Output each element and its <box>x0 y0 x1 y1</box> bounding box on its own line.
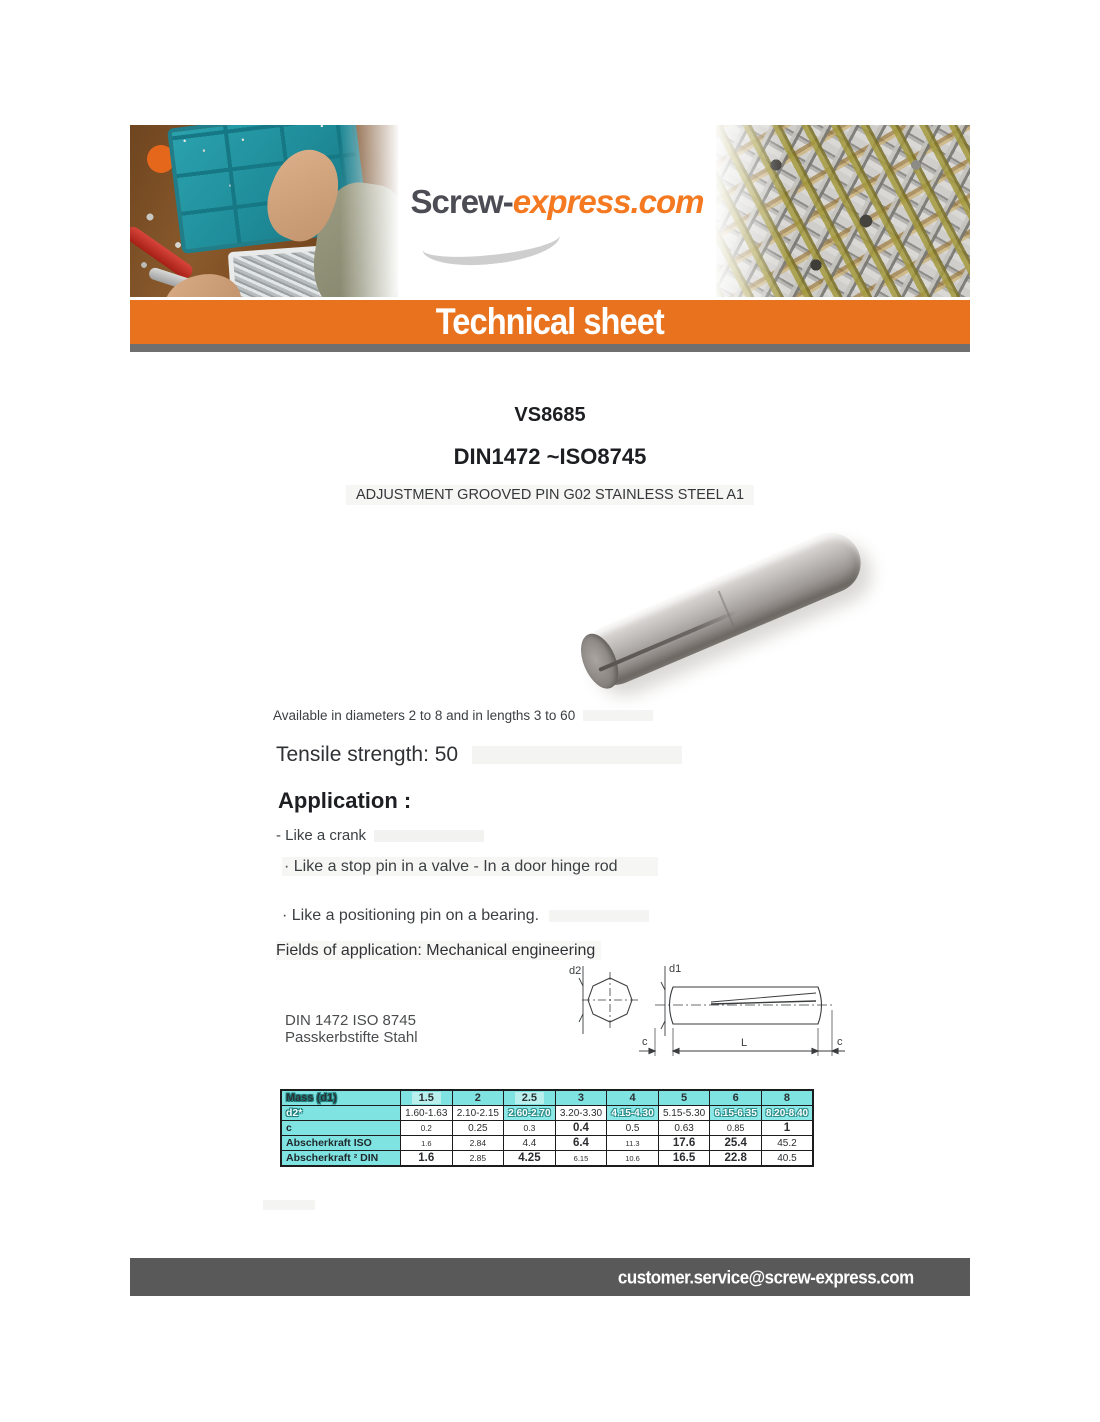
spec-table-col-header <box>504 1090 556 1106</box>
logo-text-screw: Screw- <box>410 183 513 220</box>
drawing-caption <box>285 1012 418 1046</box>
spec-cell: 8.20-8.40 <box>761 1106 813 1121</box>
tensile-strength: Tensile strength: 50 <box>276 743 682 767</box>
spec-cell: 1.60-1.63 <box>401 1106 453 1121</box>
logo-area <box>398 125 716 297</box>
spec-cell: 6.4 <box>555 1136 607 1151</box>
technical-drawing <box>535 952 845 1070</box>
spec-row-label: Abscherkraft ISO <box>281 1136 401 1151</box>
logo-text-express: express.com <box>512 183 704 220</box>
spec-cell: 0.63 <box>658 1121 710 1136</box>
photo-fade-overlay <box>340 125 398 297</box>
spec-row-label: Abscherkraft ² DIN <box>281 1151 401 1167</box>
spec-table-col-header: 5 <box>658 1090 710 1106</box>
spec-cell: 4.25 <box>504 1151 556 1167</box>
spec-table-col-header-text: 1.5 <box>412 1092 441 1104</box>
spec-table-row <box>281 1106 813 1121</box>
spec-cell: 2.85 <box>452 1151 504 1167</box>
fields-of-application-text: Fields of application: Mechanical engineering <box>276 941 601 960</box>
spec-cell: 0.85 <box>710 1121 762 1136</box>
spec-cell: 1.6 <box>401 1136 453 1151</box>
drawing-label-c-right: c <box>837 1036 843 1048</box>
banner-divider <box>130 344 970 352</box>
spec-cell: 1.6 <box>401 1151 453 1167</box>
scan-artifact <box>263 1200 315 1210</box>
spec-table-header-row <box>281 1090 813 1106</box>
spec-cell: 40.5 <box>761 1151 813 1167</box>
spec-cell: 2.84 <box>452 1136 504 1151</box>
drawing-label-d2: d2 <box>569 965 582 977</box>
spec-cell: 0.4 <box>555 1121 607 1136</box>
spec-table-col-header-text: 2.5 <box>515 1092 544 1104</box>
product-description <box>130 487 970 503</box>
application-heading: Application : <box>278 788 412 813</box>
spec-table-col-header <box>401 1090 453 1106</box>
spec-table-corner-label: Mass (d1) <box>281 1090 401 1106</box>
spec-table-row <box>281 1121 813 1136</box>
spec-row-label: c <box>281 1121 401 1136</box>
drawing-label-d1: d1 <box>669 963 682 975</box>
availability-note: Available in diameters 2 to 8 and in lengths 3 to 60 <box>273 708 653 723</box>
product-standard: DIN1472 ~ISO8745 <box>453 444 647 469</box>
section-banner <box>130 300 970 344</box>
spec-cell: 1 <box>761 1121 813 1136</box>
spec-cell: 0.25 <box>452 1121 504 1136</box>
drawing-caption-line1: DIN 1472 ISO 8745 <box>285 1012 416 1029</box>
spec-cell: 3.20-3.30 <box>555 1106 607 1121</box>
spec-table <box>280 1089 814 1167</box>
spec-table-col-header: 8 <box>761 1090 813 1106</box>
pin-groove <box>598 610 738 672</box>
spec-table-row <box>281 1136 813 1151</box>
spec-cell: 10.6 <box>607 1151 659 1167</box>
spec-table-col-header: 6 <box>710 1090 762 1106</box>
drawing-label-length: L <box>741 1037 748 1049</box>
spec-table-col-header: 3 <box>555 1090 607 1106</box>
spec-cell: 17.6 <box>658 1136 710 1151</box>
spec-cell: 22.8 <box>710 1151 762 1167</box>
brand-logo <box>398 183 716 221</box>
banner-photo-workbench <box>130 125 398 297</box>
spec-cell: 6.15-6.35 <box>710 1106 762 1121</box>
spec-cell: 45.2 <box>761 1136 813 1151</box>
banner-title: Technical sheet <box>435 300 665 342</box>
spec-cell: 2.10-2.15 <box>452 1106 504 1121</box>
application-item: · Like a positioning pin on a bearing. <box>282 907 649 925</box>
spec-cell: 6.15 <box>555 1151 607 1167</box>
application-item <box>282 858 658 876</box>
pin-reflection <box>718 591 735 627</box>
spec-cell: 0.3 <box>504 1121 556 1136</box>
drawing-label-c-left: c <box>642 1036 648 1048</box>
spec-table-col-header: 4 <box>607 1090 659 1106</box>
application-item: - Like a crank <box>276 827 484 844</box>
product-photo-grooved-pin <box>555 510 895 690</box>
spec-cell: 4.15-4.30 <box>607 1106 659 1121</box>
spec-table-container <box>280 1089 814 1167</box>
spec-cell: 0.2 <box>401 1121 453 1136</box>
banner-photo-screws <box>716 125 970 297</box>
spec-cell: 4.4 <box>504 1136 556 1151</box>
logo-swoosh <box>420 214 562 271</box>
spec-cell: 11.3 <box>607 1136 659 1151</box>
pin-body <box>575 524 870 694</box>
spec-row-label: d2* <box>281 1106 401 1121</box>
application-item-text: · Like a stop pin in a valve - In a door hinge rod <box>282 857 658 876</box>
photo-fade-overlay <box>716 125 786 297</box>
product-code: VS8685 <box>514 404 586 426</box>
drawing-caption-line2: Passkerbstifte Stahl <box>285 1029 418 1046</box>
contact-email[interactable]: customer.service@screw-express.com <box>618 1265 914 1287</box>
spec-table-row <box>281 1151 813 1167</box>
footer-bar <box>130 1258 970 1296</box>
spec-cell: 2.60-2.70 <box>504 1106 556 1121</box>
spec-cell: 0.5 <box>607 1121 659 1136</box>
spec-cell: 16.5 <box>658 1151 710 1167</box>
spec-cell: 5.15-5.30 <box>658 1106 710 1121</box>
spec-cell: 25.4 <box>710 1136 762 1151</box>
product-description-text: ADJUSTMENT GROOVED PIN G02 STAINLESS STEEL A1 <box>346 485 754 505</box>
spec-table-col-header: 2 <box>452 1090 504 1106</box>
